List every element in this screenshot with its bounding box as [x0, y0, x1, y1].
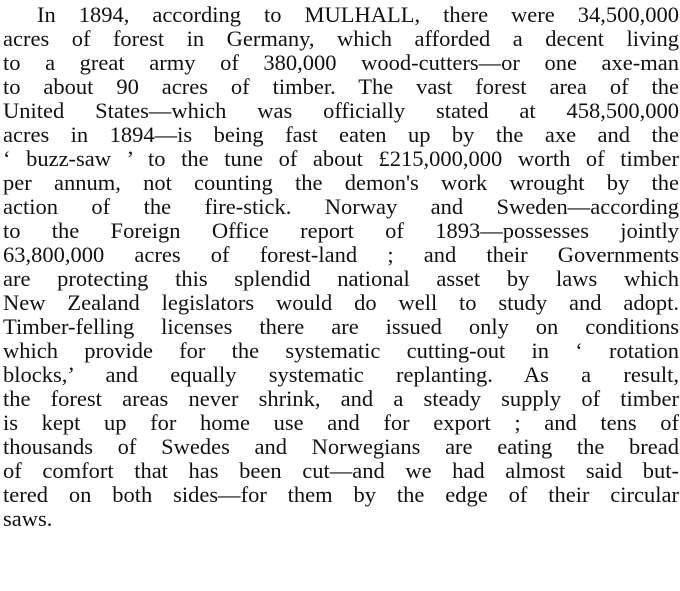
- text-line: the forest areas never shrink, and a steady supply of timber: [3, 386, 679, 411]
- text-line: which provide for the systematic cutting-out in ‘ rotation: [3, 338, 679, 363]
- text-line: are protecting this splendid national asset by laws which: [3, 266, 679, 291]
- text-line: saws.: [3, 506, 53, 531]
- article-text: [3, 3, 679, 531]
- text-line: of comfort that has been cut—and we had almost said but-: [3, 458, 679, 483]
- text-line: to a great army of 380,000 wood-cutters—or one axe-man: [3, 50, 679, 75]
- text-line: per annum, not counting the demon's work wrought by the: [3, 170, 679, 195]
- text-line: ‘ buzz-saw ’ to the tune of about £215,000,000 worth of timber: [3, 146, 679, 171]
- text-line: to about 90 acres of timber. The vast forest area of the: [3, 74, 679, 99]
- text-line: acres of forest in Germany, which afforded a decent living: [3, 26, 679, 51]
- text-line: In 1894, according to MULHALL, there were 34,500,000: [37, 2, 679, 27]
- text-line: Timber-felling licenses there are issued only on conditions: [3, 314, 679, 339]
- text-line: New Zealand legislators would do well to study and adopt.: [3, 290, 679, 315]
- text-line: to the Foreign Office report of 1893—possesses jointly: [3, 218, 679, 243]
- text-line: acres in 1894—is being fast eaten up by the axe and the: [3, 122, 679, 147]
- text-line: blocks,’ and equally systematic replanting. As a result,: [3, 362, 679, 387]
- text-line: action of the fire-stick. Norway and Sweden—according: [3, 194, 679, 219]
- text-line: tered on both sides—for them by the edge of their circular: [3, 482, 679, 507]
- text-line: thousands of Swedes and Norwegians are eating the bread: [3, 434, 679, 459]
- text-line: United States—which was officially stated at 458,500,000: [3, 98, 679, 123]
- text-line: 63,800,000 acres of forest-land ; and their Governments: [3, 242, 679, 267]
- text-line: is kept up for home use and for export ; and tens of: [3, 410, 679, 435]
